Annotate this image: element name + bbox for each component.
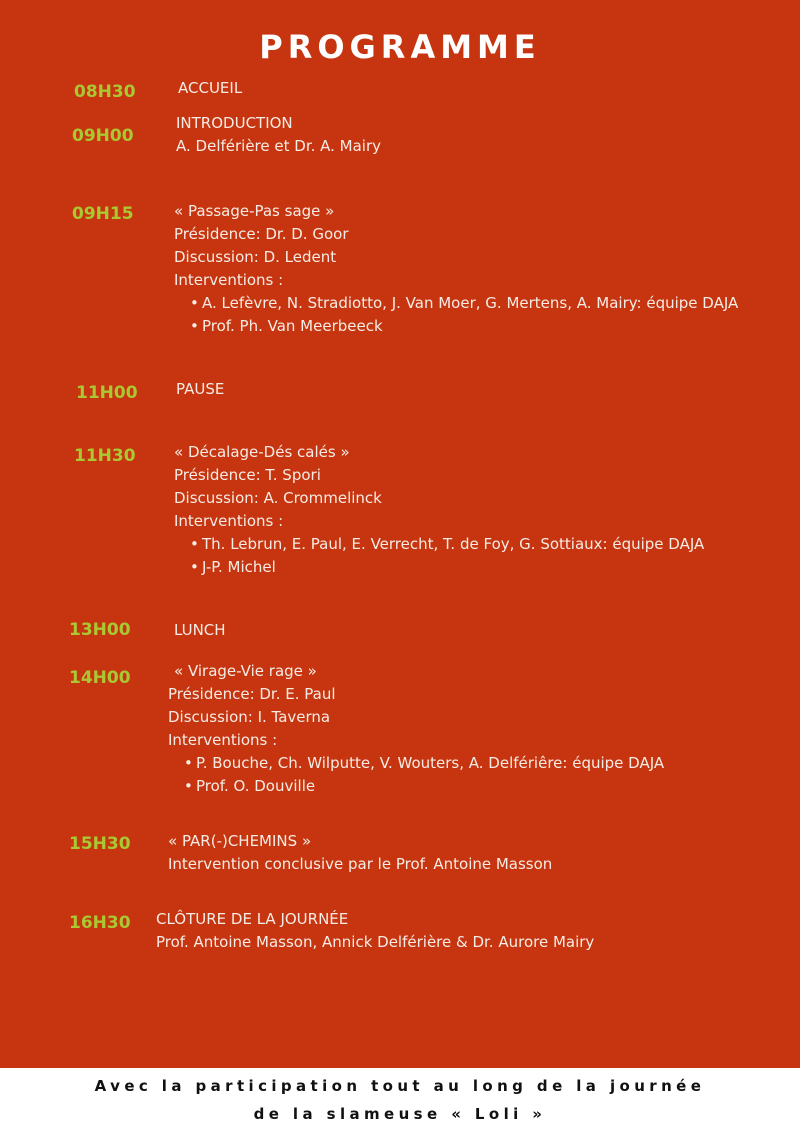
time-slot: 09H00 [72, 126, 134, 146]
session-discussion: Discussion: I. Taverna [168, 708, 331, 726]
session-block [178, 77, 242, 100]
footer-line: de la slameuse « Loli » [253, 1105, 547, 1123]
intervention-list [174, 533, 704, 579]
time-slot: 14H00 [69, 668, 131, 688]
session-title: « Passage-Pas sage » [174, 202, 335, 220]
session-block [174, 619, 226, 642]
session-line: Intervention conclusive par le Prof. Antoine Masson [168, 855, 553, 873]
session-title: « Décalage-Dés calés » [174, 443, 350, 461]
session-block [168, 660, 664, 798]
time-slot: 08H30 [74, 82, 136, 102]
intervention-list [174, 292, 738, 338]
intervention-list [168, 752, 664, 798]
intervention-item: • J-P. Michel [186, 556, 704, 579]
session-block [156, 908, 594, 954]
session-interventions-label: Interventions : [174, 512, 284, 530]
session-presidence: Présidence: T. Spori [174, 466, 321, 484]
session-title: LUNCH [174, 621, 226, 639]
intervention-item: • Th. Lebrun, E. Paul, E. Verrecht, T. de Foy, G. Sottiaux: équipe DAJA [186, 533, 704, 556]
time-slot: 16H30 [69, 913, 131, 933]
session-title: « Virage-Vie rage » [174, 662, 317, 680]
session-block [174, 441, 704, 579]
time-slot: 09H15 [72, 204, 134, 224]
intervention-item: • Prof. O. Douville [180, 775, 664, 798]
session-title: ACCUEIL [178, 79, 243, 97]
time-slot: 15H30 [69, 834, 131, 854]
session-discussion: Discussion: A. Crommelinck [174, 489, 382, 507]
session-block [168, 830, 552, 876]
session-discussion: Discussion: D. Ledent [174, 248, 337, 266]
page-title: PROGRAMME [259, 28, 541, 66]
time-slot: 11H30 [74, 446, 136, 466]
session-block [176, 112, 381, 158]
session-title: « PAR(-)CHEMINS » [168, 832, 312, 850]
session-interventions-label: Interventions : [174, 271, 284, 289]
time-slot: 13H00 [69, 620, 131, 640]
session-title: PAUSE [176, 380, 225, 398]
footer-line: Avec la participation tout au long de la journée [94, 1077, 706, 1095]
intervention-item: • P. Bouche, Ch. Wilputte, V. Wouters, A. Delfériêre: équipe DAJA [180, 752, 664, 775]
intervention-item: • Prof. Ph. Van Meerbeeck [186, 315, 738, 338]
session-presidence: Présidence: Dr. D. Goor [174, 225, 349, 243]
session-line: A. Delférière et Dr. A. Mairy [176, 137, 382, 155]
session-title: CLÔTURE DE LA JOURNÉE [156, 910, 349, 928]
session-line: Prof. Antoine Masson, Annick Delférière & Dr. Aurore Mairy [156, 933, 595, 951]
session-block [174, 200, 738, 338]
footer-banner [0, 1068, 800, 1132]
intervention-item: • A. Lefèvre, N. Stradiotto, J. Van Moer, G. Mertens, A. Mairy: équipe DAJA [186, 292, 738, 315]
session-title: INTRODUCTION [176, 114, 293, 132]
session-presidence: Présidence: Dr. E. Paul [168, 685, 336, 703]
session-interventions-label: Interventions : [168, 731, 278, 749]
session-block [176, 378, 224, 401]
time-slot: 11H00 [76, 383, 138, 403]
